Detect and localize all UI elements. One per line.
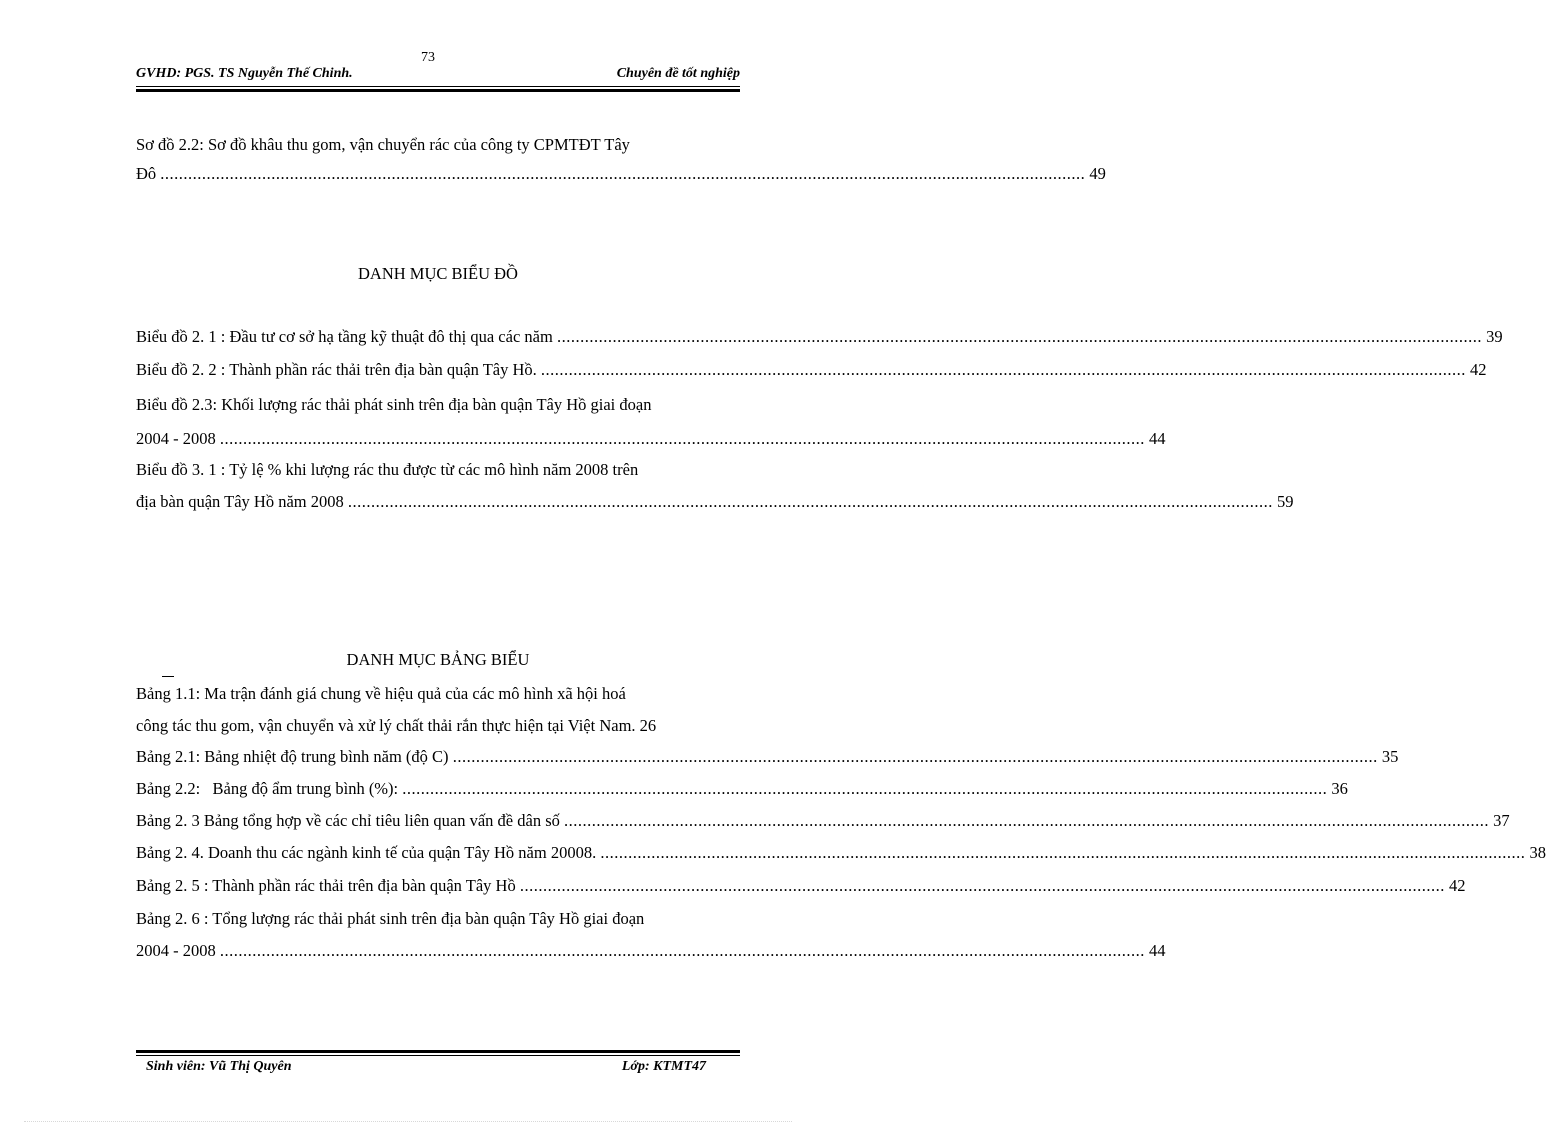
- footer-class: Lớp: KTMT47: [621, 1059, 706, 1074]
- toc-page-number: 44: [1149, 429, 1166, 448]
- leader-dots: ........................................................................................................................................................................................................: [556, 327, 1482, 346]
- leader-dots: ........................................................................................................................................................................................................: [219, 429, 1145, 448]
- toc-entry-text: Bảng 2. 3 Bảng tổng hợp về các chỉ tiêu liên quan vấn đề dân số: [136, 811, 560, 830]
- charts-section-title: DANH MỤC BIỂU ĐỒ: [358, 264, 518, 283]
- toc-entry-text: Bảng 2. 5 : Thành phần rác thải trên địa bàn quận Tây Hồ: [136, 876, 516, 895]
- toc-page-number: 44: [1149, 941, 1166, 960]
- footer-rule-thin: [136, 1055, 740, 1056]
- leader-dots: ........................................................................................................................................................................................................: [519, 876, 1445, 895]
- toc-page-number: 35: [1381, 747, 1399, 766]
- leader-dots: ........................................................................................................................................................................................................: [452, 747, 1378, 766]
- toc-page-number: 42: [1470, 360, 1487, 379]
- toc-entry-text: Bảng 2. 4. Doanh thu các ngành kinh tế của quận Tây Hồ năm 20008.: [136, 843, 597, 862]
- leader-dots: ........................................................................................................................................................................................................: [600, 843, 1526, 862]
- toc-entry-text: Biểu đồ 2.3: Khối lượng rác thải phát sinh trên địa bàn quận Tây Hồ giai đoạn: [136, 395, 652, 414]
- toc-entry-text: Sơ đồ 2.2: Sơ đồ khâu thu gom, vận chuyển rác của công ty CPMTĐT Tây: [136, 135, 630, 154]
- page-edge: [24, 1121, 792, 1122]
- tables-section-title: DANH MỤC BẢNG BIỂU: [346, 650, 530, 669]
- toc-entry-text: Bảng 2. 6 : Tổng lượng rác thải phát sinh trên địa bàn quận Tây Hồ giai đoạn: [136, 909, 645, 928]
- toc-entry-table-2-4: [136, 838, 1546, 867]
- leader-dots: ........................................................................................................................................................................................................: [564, 811, 1489, 830]
- toc-entry-text: Bảng 1.1: Ma trận đánh giá chung về hiệu quả của các mô hình xã hội hoá: [136, 684, 626, 703]
- toc-entry-chart-3-1: [136, 454, 1294, 518]
- leader-dots: ........................................................................................................................................................................................................: [402, 779, 1328, 798]
- leader-dots: ........................................................................................................................................................................................................: [160, 164, 1086, 183]
- toc-entry-text: Bảng 2.2: Bảng độ ẩm trung bình (%):: [136, 779, 399, 798]
- leader-dots: ........................................................................................................................................................................................................: [540, 360, 1466, 379]
- toc-entry-diagram-2-2: [136, 130, 1106, 188]
- toc-entry-chart-2-3: [136, 388, 1166, 456]
- toc-entry-text: địa bàn quận Tây Hồ năm 2008: [136, 492, 344, 511]
- toc-entry-text: Đô: [136, 164, 157, 183]
- toc-page-number: 49: [1089, 164, 1106, 183]
- page-header: [136, 66, 740, 82]
- header-rule-thick: [136, 89, 740, 92]
- header-document-type: Chuyên đề tốt nghiệp: [616, 66, 740, 81]
- toc-page-number: 39: [1486, 327, 1503, 346]
- leader-dots: ........................................................................................................................................................................................................: [347, 492, 1273, 511]
- footer-rule-thick: [136, 1050, 740, 1053]
- toc-page-number: 26: [639, 716, 657, 735]
- toc-entry-table-2-5: [136, 871, 1466, 900]
- toc-page-number: 36: [1331, 779, 1348, 798]
- toc-entry-table-2-1: [136, 742, 1399, 771]
- footer-student: Sinh viên: Vũ Thị Quyên: [146, 1059, 292, 1074]
- toc-entry-chart-2-1: [136, 322, 1503, 351]
- toc-entry-chart-2-2: [136, 355, 1487, 384]
- page-number: 73: [421, 50, 435, 65]
- leader-dots: ........................................................................................................................................................................................................: [219, 941, 1145, 960]
- toc-page-number: 37: [1493, 811, 1510, 830]
- header-rule-thin: [136, 86, 740, 87]
- toc-entry-table-2-3: [136, 806, 1510, 835]
- editor-mark: [162, 676, 174, 677]
- toc-entry-text: Biểu đồ 2. 1 : Đầu tư cơ sở hạ tầng kỹ thuật đô thị qua các năm: [136, 327, 553, 346]
- header-supervisor: GVHD: PGS. TS Nguyễn Thế Chinh.: [136, 66, 353, 81]
- toc-entry-text: 2004 - 2008: [136, 429, 216, 448]
- toc-page-number: 59: [1276, 492, 1294, 511]
- toc-entry-text: 2004 - 2008: [136, 941, 216, 960]
- toc-entry-table-1-1: [136, 678, 738, 742]
- toc-entry-table-2-2: [136, 774, 1348, 803]
- toc-page-number: 38: [1529, 843, 1546, 862]
- toc-entry-table-2-6: [136, 903, 1166, 967]
- toc-page-number: 42: [1448, 876, 1466, 895]
- toc-entry-text: Biểu đồ 3. 1 : Tỷ lệ % khi lượng rác thu được từ các mô hình năm 2008 trên: [136, 460, 639, 479]
- page-footer: [146, 1059, 706, 1075]
- toc-entry-text: Bảng 2.1: Bảng nhiệt độ trung bình năm (độ C): [136, 747, 449, 766]
- toc-entry-text: công tác thu gom, vận chuyển và xử lý chất thải rắn thực hiện tại Việt Nam.: [136, 716, 636, 735]
- toc-entry-text: Biểu đồ 2. 2 : Thành phần rác thải trên địa bàn quận Tây Hồ.: [136, 360, 537, 379]
